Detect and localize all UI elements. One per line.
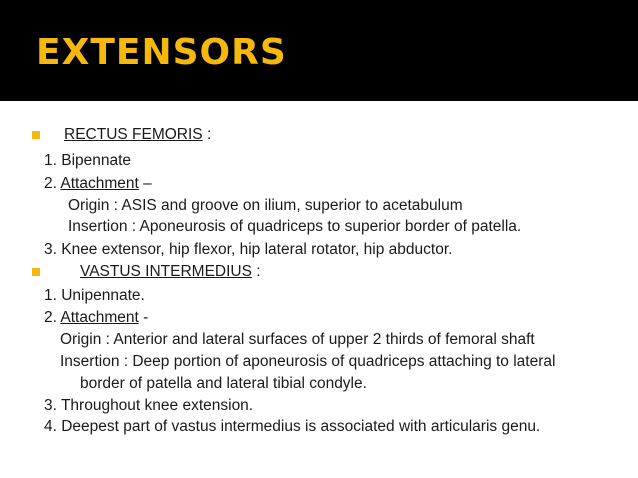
list-item: 2. Attachment – xyxy=(44,175,152,192)
section-heading-vastus-intermedius: VASTUS INTERMEDIUS : xyxy=(80,263,261,280)
insertion-text: Insertion : Aponeurosis of quadriceps to superior border of patella. xyxy=(68,218,522,235)
origin-text: Origin : ASIS and groove on ilium, superior to acetabulum xyxy=(68,197,463,214)
list-item: 2. Attachment - xyxy=(44,309,149,326)
insertion-text: Insertion : Deep portion of aponeurosis of quadriceps attaching to lateral xyxy=(60,353,556,370)
list-item: 1. Bipennate xyxy=(44,152,132,169)
list-item: 1. Unipennate. xyxy=(44,287,145,304)
list-item: 3. Knee extensor, hip flexor, hip lateral rotator, hip abductor. xyxy=(44,241,453,258)
list-item: 3. Throughout knee extension. xyxy=(44,397,254,414)
section-heading-rectus-femoris: RECTUS FEMORIS : xyxy=(64,126,212,143)
origin-text: Origin : Anterior and lateral surfaces of upper 2 thirds of femoral shaft xyxy=(60,331,535,348)
insertion-continued-text: border of patella and lateral tibial condyle. xyxy=(80,375,367,392)
slide-title: EXTENSORS xyxy=(36,32,287,73)
list-item: 4. Deepest part of vastus intermedius is associated with articularis genu. xyxy=(44,418,541,435)
bullet-square-icon xyxy=(32,131,40,139)
bullet-square-icon xyxy=(32,268,40,276)
